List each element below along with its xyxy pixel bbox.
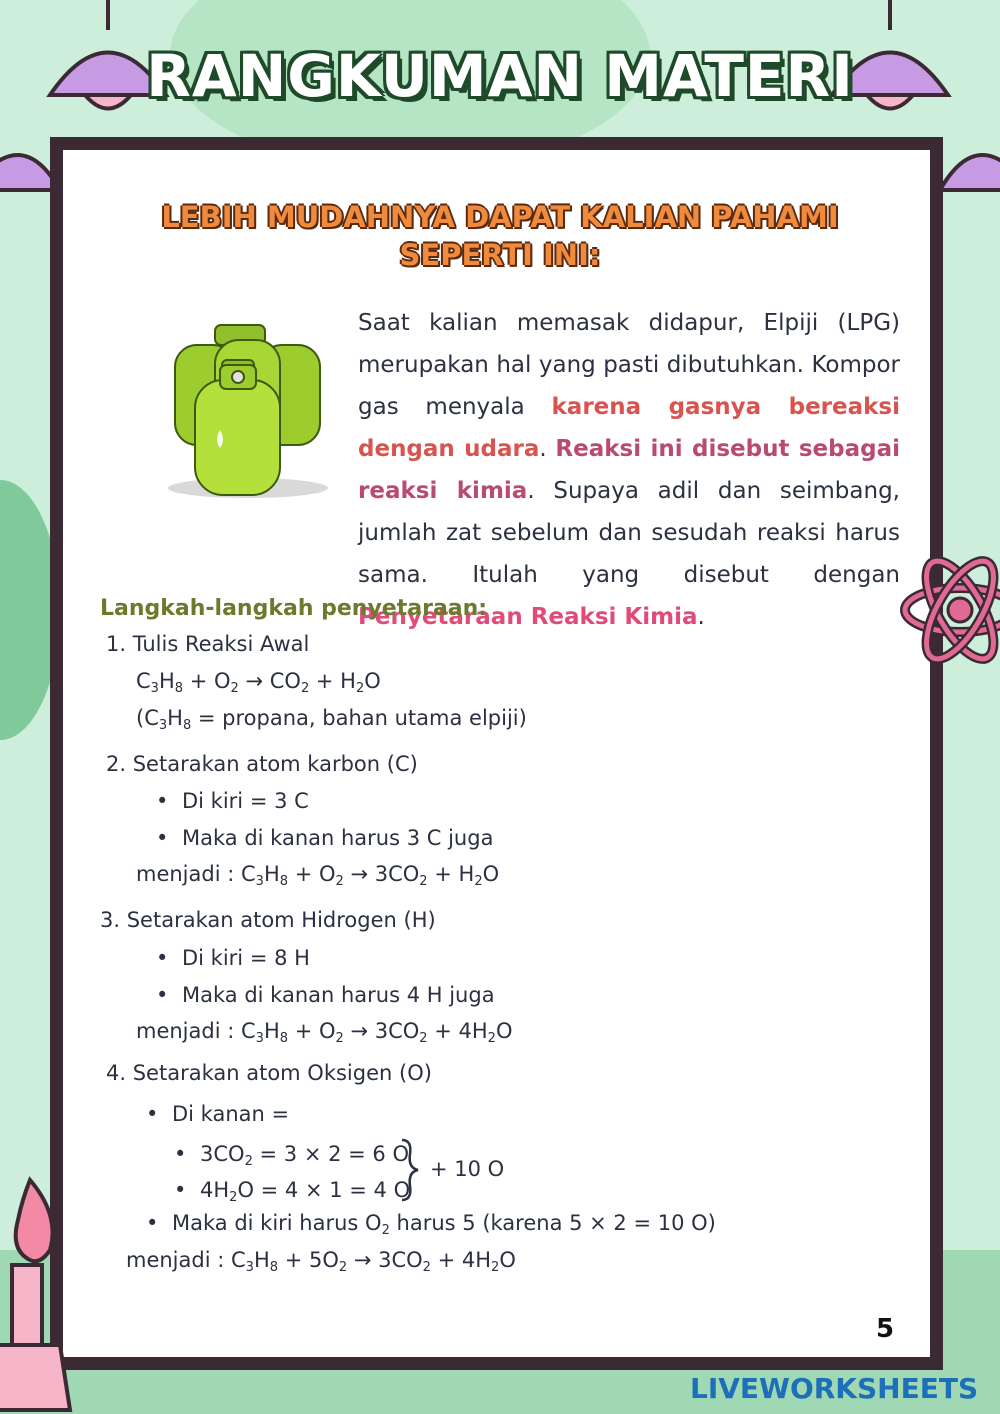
result-prefix: menjadi : xyxy=(126,1248,231,1272)
page-title: RANGKUMAN MATERI xyxy=(146,42,854,110)
intro-highlight-2: Reaksi ini disebut sebagai reaksi kimia xyxy=(358,436,900,504)
step-1-note: ($C_3H_8$ = propana, bahan utama elpiji) xyxy=(136,706,527,733)
step-1-heading: 1. Tulis Reaksi Awal xyxy=(106,632,310,656)
intro-paragraph xyxy=(358,302,900,638)
step-3-bullet-2-text: Maka di kanan harus 4 H juga xyxy=(182,983,495,1007)
step-3-heading: 3. Setarakan atom Hidrogen (H) xyxy=(100,908,436,932)
result-prefix: menjadi : xyxy=(136,862,241,886)
intro-highlight-1: karena gasnya bereaksi dengan udara xyxy=(358,394,900,462)
curly-brace-icon xyxy=(398,1138,422,1202)
section-subtitle xyxy=(150,198,850,274)
result-prefix: menjadi : xyxy=(136,1019,241,1043)
step-4-bullet-1 xyxy=(146,1102,289,1126)
steps-title: Langkah-langkah penyetaraan: xyxy=(100,596,488,621)
step-4-result: menjadi : $C_3H_8 + 5O_2 \to 3CO_2 + 4H_2O$ xyxy=(126,1248,516,1275)
step-1-note-text: = propana, bahan utama elpiji) xyxy=(197,706,527,730)
step-4-bullet-1-text: Di kanan = xyxy=(172,1102,290,1126)
step-4-heading: 4. Setarakan atom Oksigen (O) xyxy=(106,1061,432,1085)
step-4-sub-bullet-2-text: = 4 × 1 = 4 O xyxy=(260,1178,411,1202)
subtitle-line-1: LEBIH MUDAHNYA DAPAT KALIAN PAHAMI xyxy=(161,200,839,234)
step-2-heading: 2. Setarakan atom karbon (C) xyxy=(106,752,418,776)
intro-text-2: . xyxy=(539,436,556,462)
intro-text-3: . Supaya adil dan seimbang, jumlah zat sebelum dan sesudah reaksi harus sama. Itulah yang disebut dengan xyxy=(358,478,900,588)
step-1-equation: $C_3H_8 + O_2 \to CO_2 + H_2O$ xyxy=(136,669,381,696)
step-3-bullet-1-text: Di kiri = 8 H xyxy=(182,946,310,970)
brand-text: LIVEWORKSHEETS xyxy=(690,1372,979,1405)
atom-icon xyxy=(895,540,1000,700)
step-2-result: menjadi : $C_3H_8 + O_2 \to 3CO_2 + H_2O$ xyxy=(136,862,500,889)
step-4-sub-bullet-1: • $3CO_2 = 3 \times 2 = 6$ O xyxy=(174,1142,409,1169)
intro-text-1: Saat kalian memasak didapur, Elpiji (LPG) merupakan hal yang pasti dibutuhkan. Kompor gas menyala xyxy=(358,310,900,420)
subtitle-line-2: SEPERTI INI: xyxy=(399,238,601,272)
step-2-bullet-1 xyxy=(156,789,309,813)
intro-text-4: . xyxy=(697,604,705,630)
step-2-bullet-2 xyxy=(156,826,493,850)
page-number: 5 xyxy=(876,1314,895,1344)
step-3-result: menjadi : $C_3H_8 + O_2 \to 3CO_2 + 4H_2O$ xyxy=(136,1019,513,1046)
step-4-sum: + 10 O xyxy=(430,1157,505,1181)
step-4-bullet-2: • Maka di kiri harus $O_2$ harus 5 (karena 5 × 2 = 10 O) xyxy=(146,1211,716,1238)
step-3-bullet-1 xyxy=(156,946,310,970)
bunsen-burner-icon xyxy=(0,1170,70,1410)
step-2-bullet-1-text: Di kiri = 3 C xyxy=(182,789,309,813)
step-4-bullet-2-text-b: harus 5 (karena 5 × 2 = 10 O) xyxy=(396,1211,716,1235)
intro-highlight-3: Penyetaraan Reaksi Kimia xyxy=(358,604,698,630)
step-4-bullet-2-text-a: Maka di kiri harus O xyxy=(172,1211,382,1235)
lpg-tanks-image xyxy=(160,320,335,500)
step-3-bullet-2 xyxy=(156,983,495,1007)
step-4-sub-bullet-2: • $4H_2O = 4 \times 1 = 4$ O xyxy=(174,1178,410,1205)
lamp-right-small-icon xyxy=(935,110,1000,210)
step-4-sub-bullet-1-text: = 3 × 2 = 6 O xyxy=(259,1142,409,1166)
step-2-bullet-2-text: Maka di kanan harus 3 C juga xyxy=(182,826,494,850)
liveworksheets-logo xyxy=(690,1372,978,1405)
